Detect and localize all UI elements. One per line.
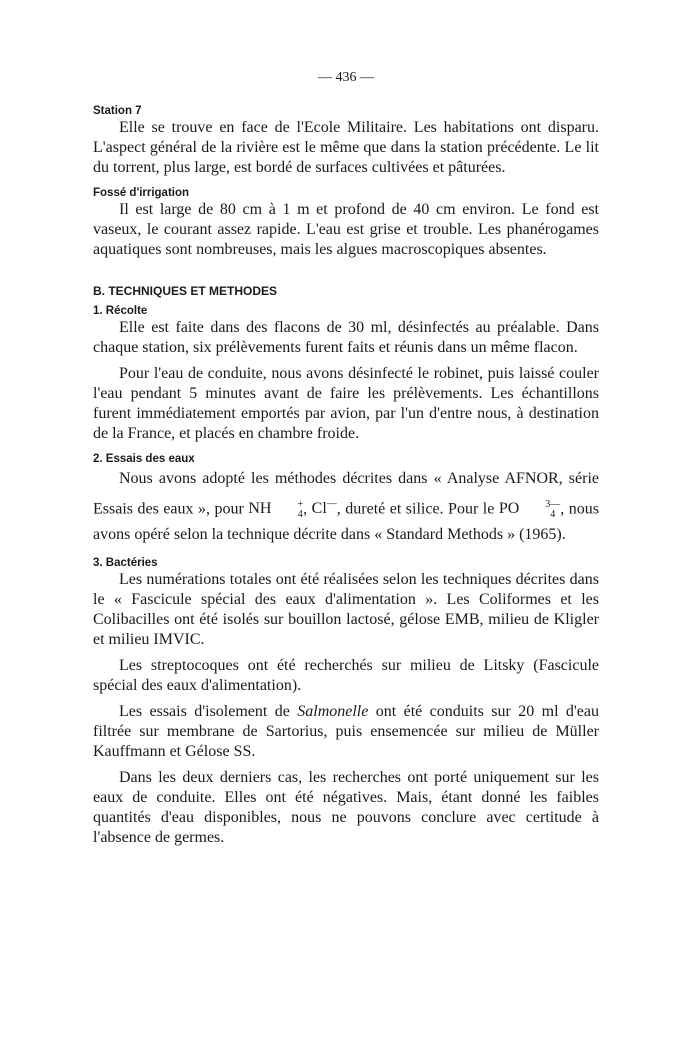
heading-section-b: B. TECHNIQUES ET METHODES	[93, 284, 278, 298]
essais-paragraph: Nous avons adopté les méthodes décrites dans « Analyse AFNOR, série Essais des eaux », pour NH + 4 , Cl—, dureté et silice. Pour le PO 3— 4 , nous avons opéré selon la technique décrite dans « Standard Methods » (1965).	[93, 470, 600, 544]
ammonium-subscript: 4	[297, 508, 303, 520]
recolte-paragraph-2: Pour l'eau de conduite, nous avons désinfecté le robinet, puis laissé couler l'eau pendant 5 minutes avant de faire les prélèvements. Les échantillons furent immédiatement emportés par avion, par l'un d'entre nous, à destination de la France, et placés en chambre froide.	[93, 365, 599, 442]
heading-fosse-irrigation: Fossé d'irrigation	[93, 187, 190, 199]
phosphate-subscript: 4	[550, 508, 556, 520]
heading-recolte: 1. Récolte	[93, 305, 148, 317]
station-7-paragraph: Elle se trouve en face de l'Ecole Militaire. Les habitations ont disparu. L'aspect général de la rivière est le même que dans la station précédente. Le lit du torrent, plus large, est bordé de surfaces cultivées et pâturées.	[93, 119, 599, 176]
bacteries-paragraph-4: Dans les deux derniers cas, les recherches ont porté uniquement sur les eaux de conduite. Elles ont été négatives. Mais, étant donné les faibles quantités d'eau disponibles, nous ne pouvons conclure avec certitude à l'absence de germes.	[93, 769, 599, 847]
ammonium-charge: +	[297, 498, 304, 510]
document-page	[93, 70, 599, 848]
salmonelle-term: Salmonelle	[297, 703, 369, 721]
bacteries-paragraph-2: Les streptocoques ont été recherchés sur milieu de Litsky (Fascicule spécial des eaux d'alimentation).	[93, 657, 599, 695]
essais-text-1: Nous avons adopté les méthodes décrites dans « Analyse AFNOR, série Essais des eaux », pour	[93, 470, 599, 518]
heading-station-7: Station 7	[93, 105, 142, 117]
page-number: — 436 —	[318, 70, 374, 85]
phosphate-formula: PO 3— 4	[498, 498, 561, 520]
bacteries-paragraph-1: Les numérations totales ont été réalisées selon les techniques décrites dans le « Fascicule spécial des eaux d'alimentation ». Les Coliformes et les Colibacilles ont été isolés sur bouillon lactosé, gélose EMB, milieu de Kligler et milieu IMVIC.	[93, 571, 599, 649]
phosphate-charge: 3—	[545, 498, 561, 510]
recolte-paragraph-1: Elle est faite dans des flacons de 30 ml, désinfectés au préalable. Dans chaque station, six prélèvements furent faits et réunis dans un même flacon.	[93, 319, 599, 356]
chloride-formula: Cl—	[311, 499, 337, 518]
essais-text-3: , nous avons opéré selon la technique décrite dans « Standard Methods » (1965).	[93, 500, 600, 544]
ammonium-formula: NH + 4	[248, 498, 304, 520]
heading-bacteries: 3. Bactéries	[93, 557, 158, 570]
chloride-charge: —	[326, 499, 337, 510]
bacteries-paragraph-3: Les essais d'isolement de Salmonelle ont été conduits sur 20 ml d'eau filtrée sur membrane de Sartorius, puis ensemencée sur milieu de Müller Kauffmann et Gélose SS.	[93, 703, 600, 761]
essais-text-2: , dureté et silice. Pour le	[336, 500, 499, 518]
heading-essais-des-eaux: 2. Essais des eaux	[93, 453, 195, 465]
fosse-paragraph: Il est large de 80 cm à 1 m et profond de 40 cm environ. Le fond est vaseux, le courant assez rapide. L'eau est grise et trouble. Les phanérogames aquatiques sont nombreuses, mais les algues macroscopiques absentes.	[93, 201, 599, 258]
